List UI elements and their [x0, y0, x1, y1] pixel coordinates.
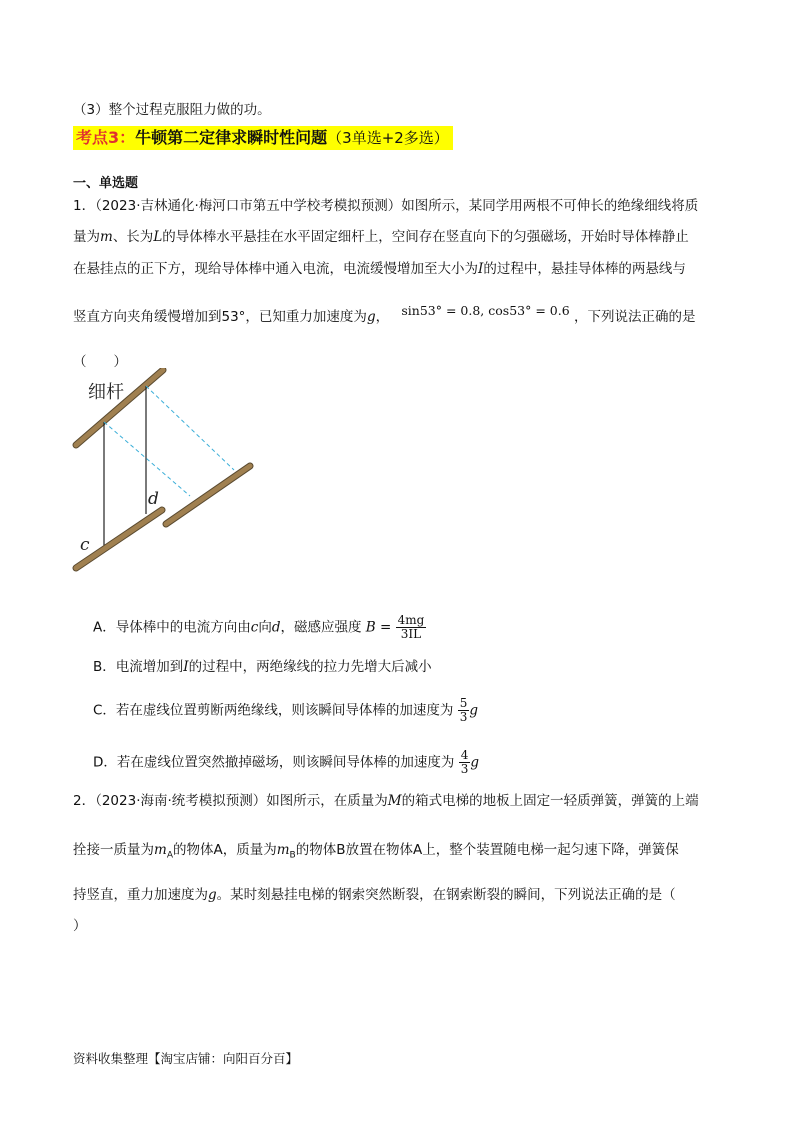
option-a-fraction: $\frac{4mg}{3IL}$ — [397, 613, 425, 641]
option-b[interactable]: B．电流增加到I的过程中，两绝缘线的拉力先增大后减小 — [93, 659, 432, 675]
q2-line-4: ） — [73, 918, 87, 934]
topic-title: 牛顿第二定律求瞬时性问题 — [135, 128, 328, 147]
page-footer: 资料收集整理【淘宝店铺：向阳百分百】 — [73, 1051, 299, 1066]
topic-heading — [73, 126, 453, 150]
q2-line-3: 持竖直，重力加速度为g。某时刻悬挂电梯的钢索突然断裂，在钢索断裂的瞬间，下列说法正确的是（ — [73, 887, 676, 903]
option-c[interactable]: C．若在虚线位置剪断两绝缘线，则该瞬间导体棒的加速度为 $\frac{5}{3}$ g — [93, 696, 479, 724]
option-d[interactable]: D．若在虚线位置突然撤掉磁场，则该瞬间导体棒的加速度为 $\frac{4}{3}$ g — [93, 748, 479, 776]
q1-line-3: 在悬挂点的正下方，现给导体棒中通入电流，电流缓慢增加至大小为I的过程中，悬挂导体棒的两悬线与 — [73, 261, 686, 277]
topic-note: （3单选+2多选） — [327, 129, 449, 147]
trig-formula: sin53° = 0.8, cos53° = 0.6 — [401, 303, 570, 318]
label-d: d — [148, 489, 159, 509]
option-d-fraction: $\frac{4}{3}$ — [460, 748, 469, 776]
topic-label: 考点3： — [76, 128, 136, 147]
q1-answer-paren: （ ） — [73, 354, 127, 370]
q1-line-1: 1．（2023·吉林通化·梅河口市第五中学校考模拟预测）如图所示，某同学用两根不可伸长的绝缘细线将质 — [73, 198, 699, 214]
label-c: c — [80, 535, 90, 555]
dashed-line-1 — [104, 422, 190, 496]
dashed-line-2 — [146, 386, 234, 470]
q1-line-4: 竖直方向夹角缓慢增加到53°，已知重力加速度为g， sin53° = 0.8, cos53° = 0.6 ，下列说法正确的是 — [73, 303, 696, 325]
previous-item: （3）整个过程克服阻力做的功。 — [73, 102, 271, 118]
section-title: 一、单选题 — [73, 176, 139, 191]
q1-line-2: 量为m、长为L的导体棒水平悬挂在水平固定细杆上，空间存在竖直向下的匀强磁场，开始时导体棒静止 — [73, 229, 689, 245]
q2-line-2: 拴接一质量为$m_A$的物体A，质量为$m_B$的物体B放置在物体A上，整个装置随电梯一起匀速下降，弹簧保 — [73, 842, 679, 861]
rod-figure — [68, 368, 268, 578]
rod-label: 细杆 — [88, 382, 124, 403]
shifted-rod — [166, 466, 250, 524]
q2-line-1: 2．（2023·海南·统考模拟预测）如图所示，在质量为M的箱式电梯的地板上固定一轻质弹簧，弹簧的上端 — [73, 793, 699, 809]
option-a[interactable]: A．导体棒中的电流方向由c向d，磁感应强度 B = $\frac{4mg}{3IL}$ — [93, 613, 425, 641]
option-c-fraction: $\frac{5}{3}$ — [459, 696, 468, 724]
